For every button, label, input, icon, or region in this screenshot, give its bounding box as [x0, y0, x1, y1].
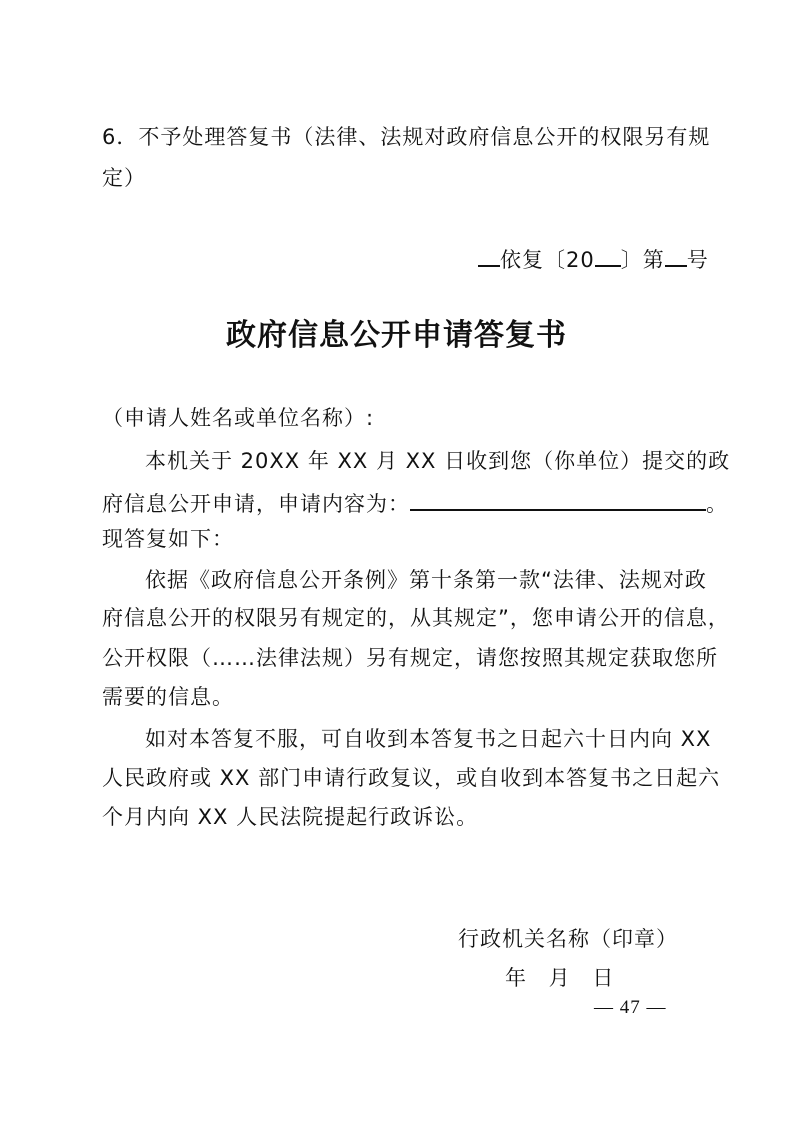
para3-line1: 如对本答复不服，可自收到本答复书之日起六十日内向 XX: [145, 727, 712, 751]
doc-number-part2: 〕第: [620, 248, 665, 272]
para1-line2-end: 。: [706, 492, 728, 516]
para2-line2: 府信息公开的权限另有规定的，从其规定”，您申请公开的信息，: [102, 606, 730, 630]
para1-line2-text: 府信息公开申请，申请内容为：: [102, 492, 410, 516]
doc-number-blank-year: [595, 243, 621, 267]
document-number: [478, 243, 709, 275]
doc-number-blank-seq: [665, 243, 687, 267]
para2-line3: 公开权限（……法律法规）另有规定，请您按照其规定获取您所: [102, 646, 718, 670]
para3-line2: 人民政府或 XX 部门申请行政复议，或自收到本答复书之日起六: [102, 766, 721, 790]
signature-date: 年 月 日: [505, 966, 615, 990]
para2-line4: 需要的信息。: [102, 685, 234, 709]
doc-number-part1: 依复〔20: [500, 248, 595, 272]
para2-line1: 依据《政府信息公开条例》第十条第一款“法律、法规对政: [145, 568, 707, 592]
page-number: — 47 —: [594, 997, 667, 1018]
doc-number-blank-prefix: [478, 243, 500, 267]
addressee: （申请人姓名或单位名称）:: [102, 406, 375, 430]
item-heading-line1: 6．不予处理答复书（法律、法规对政府信息公开的权限另有规: [102, 125, 711, 149]
para1-line1: 本机关于 20XX 年 XX 月 XX 日收到您（你单位）提交的政: [145, 449, 731, 473]
signature-org: 行政机关名称（印章）: [458, 927, 678, 951]
item-heading-line2: 定）: [102, 166, 146, 190]
doc-number-part3: 号: [686, 248, 709, 272]
page-title: 政府信息公开申请答复书: [226, 318, 567, 353]
para3-line3: 个月内向 XX 人民法院提起行政诉讼。: [102, 805, 479, 829]
para1-line2: [102, 487, 728, 519]
para1-line3: 现答复如下：: [102, 527, 234, 551]
request-content-blank: [410, 487, 706, 511]
